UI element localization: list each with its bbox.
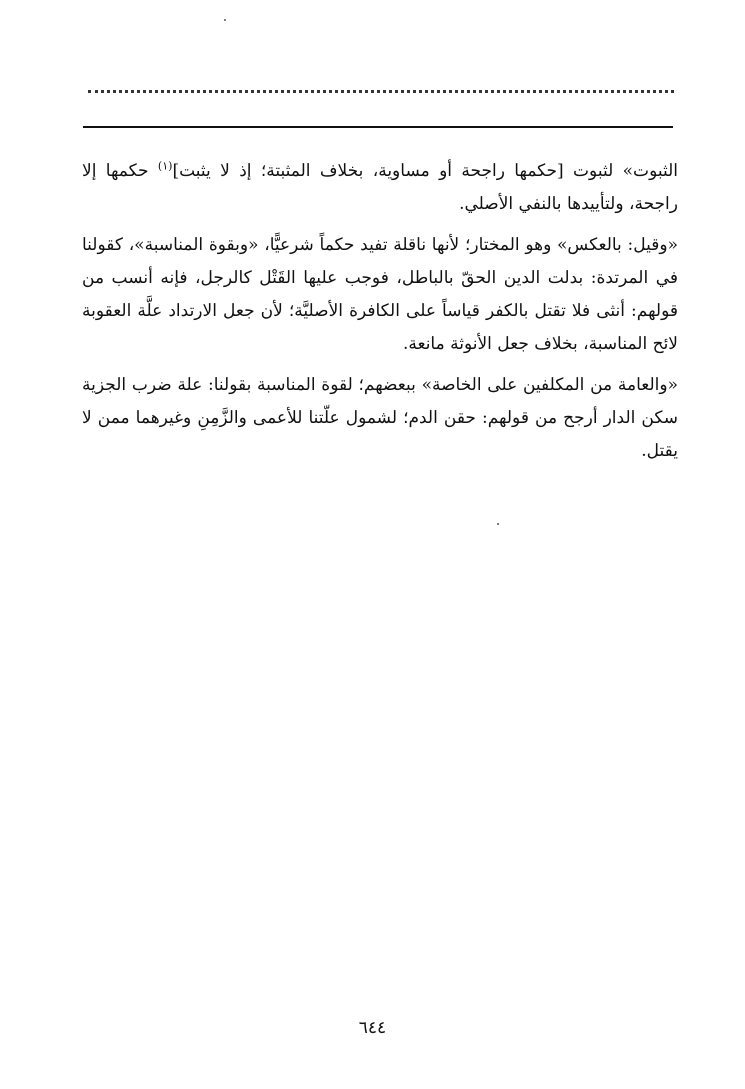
page-number: ٦٤٤ — [358, 1018, 387, 1038]
paragraph-1-text: الثبوت» لثبوت [حكمها راجحة أو مساوية، بخلاف المثبتة؛ إذ لا يثبت] — [172, 161, 679, 181]
scan-speck — [224, 19, 226, 21]
dotted-leader-line — [88, 90, 674, 93]
header-rule — [83, 126, 673, 128]
paragraph-2: «وقيل: بالعكس» وهو المختار؛ لأنها ناقلة تفيد حكماً شرعيًّا، «وبقوة المناسبة»، كقولنا في المرتدة: بدلت الدين الحقّ بالباطل، فوجب عليها القَتْل كالرجل، فإنه أنسب من قولهم: أنثى فلا تقتل بالكفر قياساً على الكافرة الأصليَّة؛ لأن جعل الارتداد علَّة العقوبة لائح المناسبة، بخلاف جعل الأنوثة مانعة. — [82, 235, 678, 354]
scan-speck — [497, 523, 499, 525]
paragraph-1 — [82, 155, 678, 221]
footnote-reference[interactable]: (١) — [157, 159, 173, 173]
body-text — [82, 155, 678, 476]
paragraph-1-continuation: حكمها إلا راجحة، ولتأييدها بالنفي الأصلي. — [82, 161, 678, 214]
paragraph-3: «والعامة من المكلفين على الخاصة» ببعضهم؛ لقوة المناسبة بقولنا: علة ضرب الجزية سكن الدار أرجح من قولهم: حقن الدم؛ لشمول علّتنا للأعمى والزَّمِنِ وغيرهما ممن لا يقتل. — [82, 375, 678, 461]
